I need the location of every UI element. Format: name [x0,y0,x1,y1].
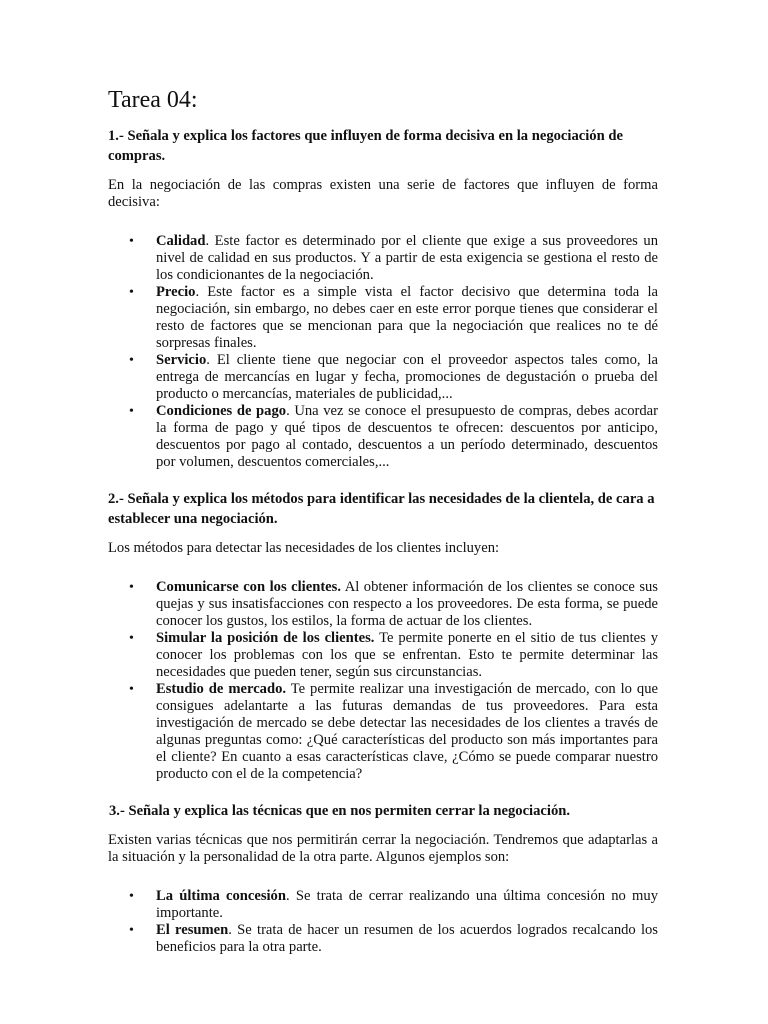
item-term: Servicio [156,352,207,368]
document-page [108,86,658,974]
item-term: La última concesión [156,888,286,904]
item-term: Comunicarse con los clientes. [156,579,341,595]
item-text: . Una vez se conoce el presupuesto de compras, debes acordar la forma de pago y qué tipos de descuentos te ofrecen: descuentos por anticipo, descuentos por pago al contado, descuentos a un período determinado, descuentos por volumen, descuentos comerciales,... [156,403,658,470]
list-item [108,233,658,284]
document-title: Tarea 04: [108,87,198,113]
bullet-icon: • [129,889,134,904]
item-text: Te permite ponerte en el sitio de tus clientes y conocer los problemas con los que se enfrentan. Esto te permite determinar las necesidades que pueden tener, según sus circunstancias. [156,630,659,680]
bullet-icon: • [129,580,134,595]
factor-list [108,233,658,471]
item-term: Precio [156,284,196,300]
section-1 [108,126,658,471]
item-text: . Se trata de cerrar realizando una última concesión no muy importante. [156,888,659,921]
item-text: . Se trata de hacer un resumen de los acuerdos logrados recalcando los beneficios para la otra parte. [156,922,658,955]
list-item [108,922,658,956]
item-text: . Este factor es a simple vista el factor decisivo que determina toda la negociación, sin embargo, no debes caer en este error porque tienes que considerar el resto de factores que se mencionan para que la negociación que realices no te dé sorpresas finales. [156,284,658,351]
method-list [108,579,658,783]
intro-2: Los métodos para detectar las necesidades de los clientes incluyen: [108,540,500,556]
list-item [108,403,658,471]
section-2 [108,489,658,783]
item-term: Condiciones de pago [156,403,287,419]
question-2: 2.- Señala y explica los métodos para identificar las necesidades de la clientela, de cara a establecer una negociación. [108,491,655,527]
section-3 [108,801,658,956]
bullet-icon: • [129,682,134,697]
list-item [108,579,658,630]
bullet-icon: • [129,923,134,938]
bullet-icon: • [129,285,134,300]
question-1: 1.- Señala y explica los factores que influyen de forma decisiva en la negociación de compras. [108,128,623,164]
bullet-icon: • [129,404,134,419]
item-text: . El cliente tiene que negociar con el proveedor aspectos tales como, la entrega de mercancías en lugar y fecha, promociones de degustación o prueba del producto o mercancías, materiales de publicidad,... [156,352,658,402]
bullet-icon: • [129,631,134,646]
item-text: Al obtener información de los clientes se conoce sus quejas y sus insatisfacciones con respecto a los proveedores. De esta forma, se puede conocer los gustos, los estilos, la forma de actuar de los clientes. [156,579,658,629]
item-term: Simular la posición de los clientes. [156,630,375,646]
question-3: 3.- Señala y explica las técnicas que en nos permiten cerrar la negociación. [109,803,570,819]
item-text: Te permite realizar una investigación de mercado, con lo que consigues adelantarte a las futuras demandas de tus proveedores. Para esta investigación de mercado se debe detectar las necesidades de los clientes a través de algunas preguntas como: ¿Qué características del producto son más importantes para el cliente? En cuanto a esas características clave, ¿Cómo se puede comparar nuestro producto con el de la competencia? [156,681,658,782]
list-item [108,630,658,681]
bullet-icon: • [129,353,134,368]
item-term: Estudio de mercado. [156,681,287,697]
item-term: El resumen [156,922,229,938]
item-term: Calidad [156,233,206,249]
list-item [108,352,658,403]
list-item [108,888,658,922]
list-item [108,284,658,352]
intro-1: En la negociación de las compras existen una serie de factores que influyen de forma decisiva: [108,177,658,210]
bullet-icon: • [129,234,134,249]
item-text: . Este factor es determinado por el cliente que exige a sus proveedores un nivel de calidad en sus productos. Y a partir de esta exigencia se gestiona el resto de los condicionantes de la negociación. [156,233,658,283]
list-item [108,681,658,783]
intro-3: Existen varias técnicas que nos permitirán cerrar la negociación. Tendremos que adaptarlas a la situación y la personalidad de la otra parte. Algunos ejemplos son: [108,832,658,865]
technique-list [108,888,658,956]
